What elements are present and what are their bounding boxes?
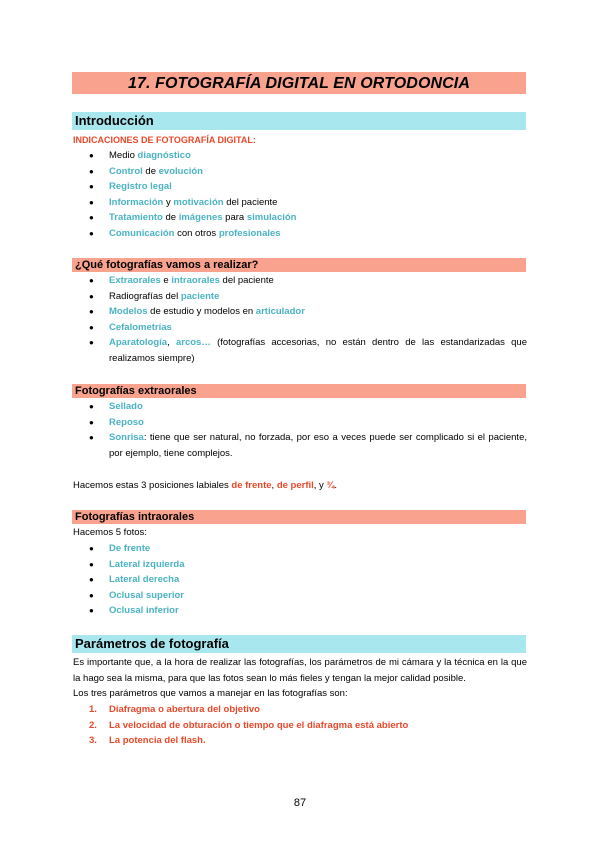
- section-heading-intraorales: Fotografías intraorales: [72, 510, 526, 524]
- bullet-icon: ●: [89, 228, 94, 238]
- list-item: ● Control de evolución: [73, 164, 527, 180]
- parametros-lead: Los tres parámetros que vamos a manejar en las fotografías son:: [73, 688, 348, 699]
- intraorales-list: [73, 541, 527, 619]
- list-item: ● Extraorales e intraorales del paciente: [73, 273, 527, 289]
- parametros-list: [73, 702, 527, 749]
- extraorales-list: [73, 399, 527, 461]
- list-item: ● Comunicación con otros profesionales: [73, 226, 527, 242]
- bullet-icon: ●: [89, 590, 94, 600]
- list-item: ● De frente: [73, 541, 527, 557]
- list-item: ● Tratamiento de imágenes para simulación: [73, 210, 527, 226]
- bullet-icon: ●: [89, 559, 94, 569]
- page-number: 87: [293, 797, 307, 809]
- bullet-icon: ●: [89, 433, 94, 443]
- bullet-icon: ●: [89, 151, 94, 160]
- bullet-icon: ●: [89, 338, 94, 348]
- bullet-icon: ●: [89, 307, 94, 317]
- list-item: ● Reposo: [73, 415, 527, 431]
- bullet-icon: ●: [89, 182, 94, 192]
- list-item: ● Lateral izquierda: [73, 557, 527, 573]
- bullet-icon: ●: [89, 544, 94, 553]
- section-heading-que-fotografias: ¿Qué fotografías vamos a realizar?: [72, 258, 526, 272]
- bullet-icon: ●: [89, 322, 94, 332]
- list-item: ● Sellado: [73, 399, 527, 415]
- indicaciones-list: [73, 148, 527, 242]
- posiciones-labiales-text: Hacemos estas 3 posiciones labiales de frente, de perfil, y ¾.: [73, 480, 338, 491]
- bullet-icon: ●: [89, 575, 94, 585]
- bullet-icon: ●: [89, 291, 94, 301]
- list-item: ● Oclusal inferior: [73, 603, 527, 619]
- section-heading-extraorales: Fotografías extraorales: [72, 384, 526, 398]
- list-item: 2. La velocidad de obturación o tiempo que el diafragma está abierto: [89, 719, 409, 731]
- list-item: ● Sonrisa: tiene que ser natural, no forzada, por eso a veces puede ser complicado si el paciente, por ejemplo, tiene complejos.: [89, 432, 527, 459]
- bullet-icon: ●: [89, 197, 94, 207]
- section-heading-parametros: Parámetros de fotografía: [72, 635, 526, 653]
- bullet-icon: ●: [89, 213, 94, 223]
- list-item: ● Medio diagnóstico: [73, 148, 527, 164]
- list-item: ● Información y motivación del paciente: [73, 195, 527, 211]
- bullet-icon: ●: [89, 402, 94, 411]
- bullet-icon: ●: [89, 166, 94, 176]
- list-item: ● Lateral derecha: [73, 572, 527, 588]
- que-fotografias-list: [73, 273, 527, 367]
- list-item: 3. La potencia del flash.: [89, 735, 206, 747]
- bullet-icon: ●: [89, 417, 94, 427]
- bullet-icon: ●: [89, 276, 94, 285]
- list-item: ● Radiografías del paciente: [73, 289, 527, 305]
- list-item: ● Oclusal superior: [73, 588, 527, 604]
- indicaciones-subheading: INDICACIONES DE FOTOGRAFÍA DIGITAL:: [73, 135, 256, 145]
- list-item: 1. Diafragma o abertura del objetivo: [89, 704, 260, 715]
- list-item: ● Aparatología, arcos… (fotografías accesorias, no están dentro de las estandarizadas que realizamos siempre): [89, 337, 528, 364]
- section-heading-introduccion: Introducción: [72, 112, 526, 130]
- bullet-icon: ●: [89, 606, 94, 616]
- list-item: ● Registro legal: [73, 179, 527, 195]
- list-item: ● Cefalometrías: [73, 320, 527, 336]
- intraorales-lead: Hacemos 5 fotos:: [73, 527, 147, 538]
- list-item: ● Modelos de estudio y modelos en articulador: [73, 304, 527, 320]
- page-title: 17. FOTOGRAFÍA DIGITAL EN ORTODONCIA: [72, 72, 526, 94]
- parametros-paragraph: Es importante que, a la hora de realizar las fotografías, los parámetros de mi cámara y la técnica en la que la hago sea la misma, para que las fotos sean lo más fieles y tengan la mejor calidad posible.: [73, 657, 527, 684]
